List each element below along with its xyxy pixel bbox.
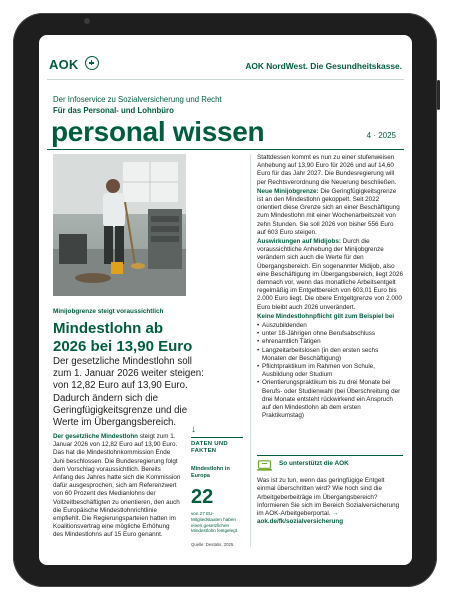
minijob-heading: Neue Minijobgrenze: [257,187,319,195]
support-link[interactable]: → aok.de/fk/sozialversicherung [257,510,344,526]
column-divider [250,154,251,547]
support-rule [257,455,403,456]
midijob-text: Durch die voraussichtliche Anhebung der Minijobgrenze verändern sich auch die Werte für den Übergangsbereich. Ein sogenannter Midijob, also eine Beschäftigung im Übergangsbereich, liegt 2026 demnach vor, wenn das monatliche Arbeitsentgelt regelmäßig im Entgeltbereich von 603,01 Euro bis 2.000 Euro liegt. Die obere Entgeltgrenze von 2.000 Euro bleibt auch 2026 unverändert. [257,238,403,311]
page-title: personal wissen [51,116,265,147]
header-divider [47,79,404,80]
list-item: • Orientierungspraktikum bis zu drei Monate bei Berufs- oder Studienwahl (bei Überschreitung der drei Monate entsteht rückwirkend ein Anspruch auf den Mindestlohn ab dem ersten Praktikumstag) [257,379,403,420]
midijob-paragraph [257,238,403,312]
aok-logo-icon [85,56,99,70]
facts-source: Quelle: Destatis, 2025. [191,541,235,547]
side-button [437,80,440,110]
tagline: AOK NordWest. Die Gesundheitskasse. [245,61,402,71]
list-item: • unter 18-Jährigen ohne Berufsabschluss [257,330,403,338]
article-body-lead: Der gesetzliche Mindestlohn [53,433,139,440]
kicker-line-1: Der Infoservice zu Sozialversicherung und Recht [53,95,222,104]
minijob-paragraph [257,188,403,237]
facts-label: DATEN UND FAKTEN [191,441,228,455]
support-box [257,477,403,527]
facts-subtitle: Mindestlohn in Europa [191,465,230,479]
kicker-line-2: Für das Personal- und Lohnbüro [53,105,174,115]
right-column [257,154,403,421]
right-paragraph-1: Stattdessen kommt es nun zu einer stufenweisen Anhebung auf 13,90 Euro für 2026 und auf 14,60 Euro für das Jahr 2027. Die Bundesregierung will per Rechtsverordnung die Neuerung beschließen. [257,154,397,186]
list-item: • Auszubildenden [257,322,403,330]
masthead-kicker [53,95,353,116]
title-rule [47,149,404,150]
article-section: Minijobgrenze steigt voraussichtlich [53,308,164,315]
facts-box [191,425,243,547]
list-item: • Langzeitarbeitslosen (in den ersten sechs Monaten der Beschäftigung) [257,347,403,363]
support-text: Was ist zu tun, wenn das geringfügige Entgelt einmal überschritten wird? Wie hoch sind die Arbeitgeberbeiträge im Übergangsbereich? Informieren Sie sich im Bereich Sozialversicherung im AOK-Arbeitgeberportal. [257,477,400,518]
exceptions-list [257,322,403,420]
article-body-text: steigt zum 1. Januar 2026 von 12,82 Euro auf 13,90 Euro. Das hat die Mindestlohnkommission Ende Juni beschlossen. Die Bundesregierung folgt dem Vorschlag voraussichtlich. Bereits Anfang des Jahres hatte sich die Kommission dafür ausgesprochen, sich am Referenzwert von 60 Prozent des Medianlohns der Vollzeitbeschäftigten zu orientieren, den auch die Europäische Mindestlohnrichtlinie empfiehlt. Die Regierungsparteien hatten im Koalitionsvertrag eine mögliche Erhöhung des Mindestlohns auf 15 Euro genannt. [53,433,181,539]
arrow-down-icon: ↓ [191,424,196,435]
midijob-heading: Auswirkungen auf Midijobs: [257,238,341,246]
facts-rule [191,437,243,438]
list-item: • ehrenamtlich Tätigen [257,338,403,346]
facts-number: 22 [191,486,214,509]
minijob-text: Die Geringfügigkeitsgrenze ist an den Mindestlohn gekoppelt. Seit 2022 orientiert diese Grenze sich an einer Beschäftigung zum Mindestlohn mit einer Wochenarbeitszeit von zehn Stunden. Sie soll 2026 von bisher 556 Euro auf 603 Euro steigen. [257,187,400,236]
facts-text: von 27 EU-Mitgliedstaaten haben einen gesetzlichen Mindestlohn festgelegt. [191,511,239,534]
laptop-info-icon [257,460,272,471]
article-lead: Der gesetzliche Mindestlohn soll zum 1. Januar 2026 weiter steigen: von 12,82 Euro auf 13,90 Euro. Dadurch ändern sich die Geringfügigkeitsgrenze und die Werte im Übergangsbereich. [53,356,204,429]
workshop-photo-illustration [53,154,186,296]
aok-logo: AOK [49,57,79,72]
support-heading: So unterstützt die AOK [279,460,349,467]
list-item: • Pflichtpraktikum im Rahmen von Schule, Ausbildung oder Studium [257,363,403,379]
article-body [53,433,181,540]
exceptions-heading: Keine Mindestlohnpflicht gilt zum Beispiel bei [257,312,395,320]
document-page [39,35,412,565]
article-headline: Mindestlohn ab 2026 bei 13,90 Euro [53,320,193,355]
issue-number: 4 · 2025 [366,131,396,140]
cover-photo [53,154,186,296]
camera-dot [84,18,90,24]
